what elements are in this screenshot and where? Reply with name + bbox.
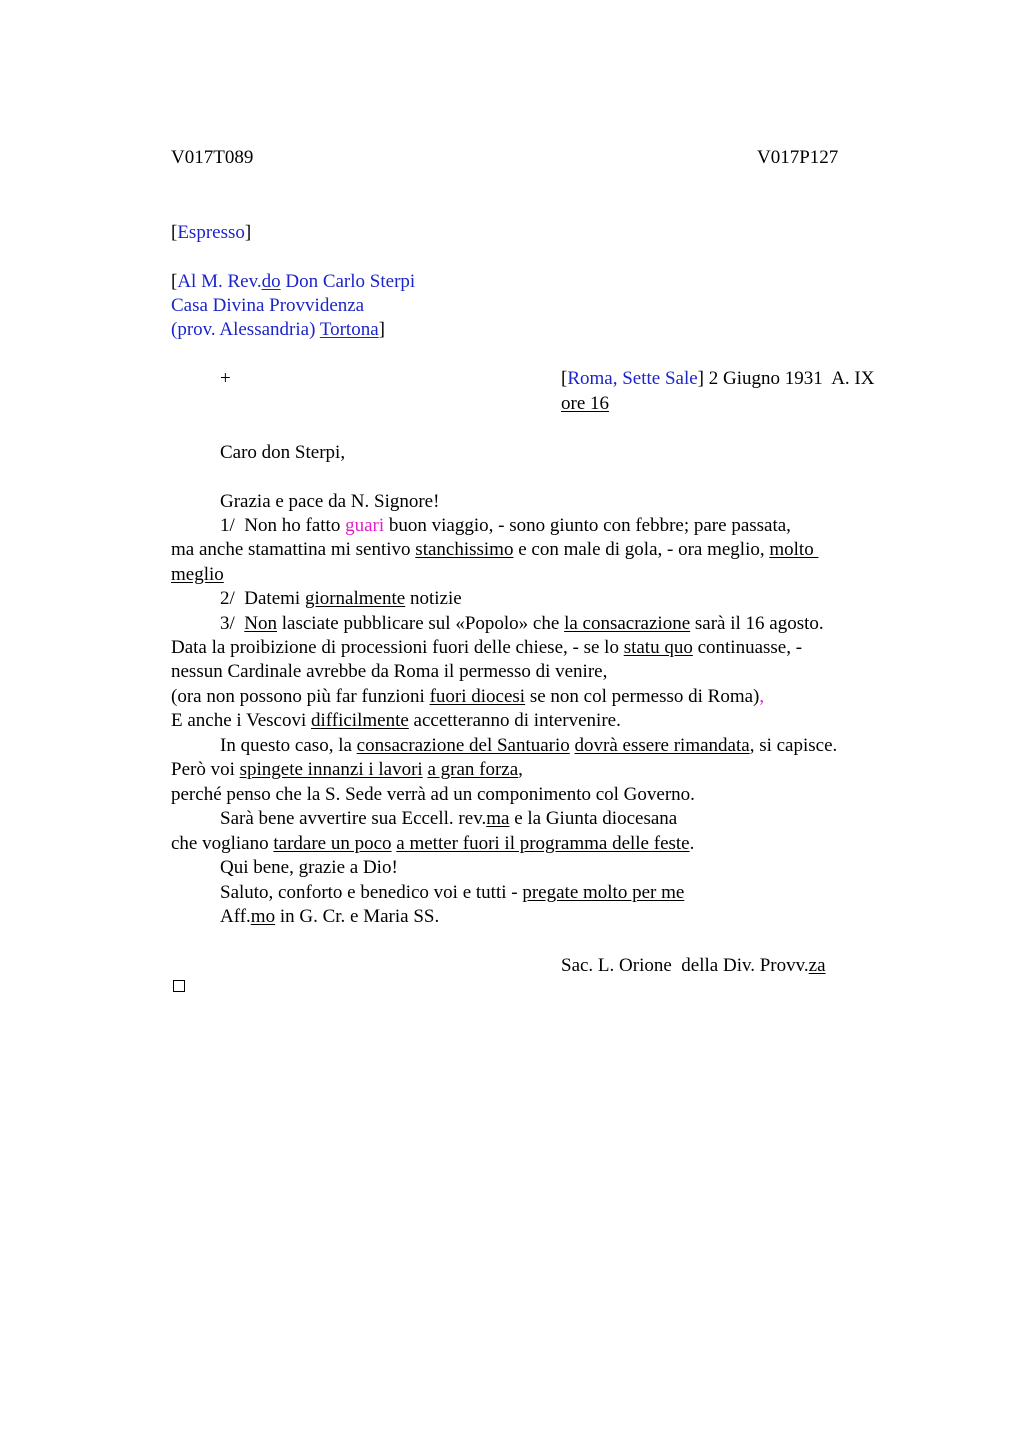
highlighted-word: guari	[345, 515, 385, 536]
text-run: Sarà bene avvertire sua Eccell. rev.	[220, 808, 487, 829]
espresso-line	[171, 221, 251, 245]
underlined-text: pregate molto per me	[522, 882, 685, 903]
text-run: Data la proibizione di processioni fuori delle chiese, - se lo	[171, 637, 624, 658]
text-run: E anche i Vescovi	[171, 710, 311, 731]
body-line	[171, 685, 764, 709]
text-run: Aff.	[220, 906, 251, 927]
dateline-time	[561, 392, 609, 416]
address-city: Tortona	[319, 319, 379, 340]
body-line: nessun Cardinale avrebbe da Roma il permesso di venire,	[171, 661, 608, 682]
bracket: ]	[244, 222, 252, 243]
closing-line	[220, 905, 439, 929]
signature-text: Sac. L. Orione della Div. Provv.	[561, 955, 809, 976]
text-run: (ora non possono più far funzioni	[171, 686, 430, 707]
underlined-text: a gran forza	[427, 759, 519, 780]
body-line	[220, 734, 837, 758]
body-line	[220, 807, 677, 831]
underlined-text: za	[808, 955, 826, 976]
underlined-text: Non	[244, 613, 278, 634]
body-line	[220, 514, 791, 538]
text-run: In questo caso, la	[220, 735, 357, 756]
underlined-text: difficilmente	[311, 710, 409, 731]
espresso-label: Espresso	[177, 222, 245, 243]
text-run: , si capisce.	[749, 735, 838, 756]
highlighted-comma: ,	[759, 686, 765, 707]
bracket: ]	[378, 319, 385, 340]
text-run: 3/	[220, 613, 245, 634]
text-run: sarà il 16 agosto.	[690, 613, 824, 634]
address-text: Al M. Rev.	[177, 271, 262, 292]
text-run: accetteranno di intervenire.	[408, 710, 621, 731]
text-run: che vogliano	[171, 833, 274, 854]
underlined-text: a metter fuori il programma delle feste	[396, 833, 690, 854]
signature	[561, 954, 826, 978]
text-run: continuasse, -	[692, 637, 803, 658]
body-line	[220, 881, 684, 905]
body-line	[220, 587, 462, 611]
underlined-text: fuori diocesi	[429, 686, 526, 707]
dateline	[561, 367, 874, 391]
underlined-text: giornalmente	[304, 588, 406, 609]
end-marker-square-icon	[173, 980, 185, 992]
text-run: e la Giunta diocesana	[509, 808, 678, 829]
address-text: Don Carlo Sterpi	[280, 271, 416, 292]
document-code-left: V017T089	[171, 147, 254, 168]
underlined-text: tardare un poco	[273, 833, 392, 854]
text-run: notizie	[405, 588, 462, 609]
underlined-text: dovrà essere rimandata	[574, 735, 750, 756]
underlined-text: stanchissimo	[415, 539, 514, 560]
text-run: ,	[518, 759, 523, 780]
underlined-text: statu quo	[623, 637, 693, 658]
body-line	[171, 538, 818, 562]
body-line	[171, 563, 224, 587]
underlined-text: spingete innanzi i lavori	[239, 759, 423, 780]
address-text: (prov. Alessandria)	[171, 319, 320, 340]
text-run: se non col permesso di Roma)	[525, 686, 760, 707]
body-line	[171, 832, 694, 856]
bracket: [	[171, 271, 178, 292]
body-line: perché penso che la S. Sede verrà ad un componimento col Governo.	[171, 784, 695, 805]
time-text: ore 16	[561, 393, 610, 414]
text-run: lasciate pubblicare sul «Popolo» che	[277, 613, 565, 634]
underlined-text: mo	[250, 906, 276, 927]
underlined-text: molto	[769, 539, 819, 560]
text-run: Però voi	[171, 759, 240, 780]
text-run: e con male di gola, - ora meglio,	[513, 539, 770, 560]
salutation: Caro don Sterpi,	[220, 442, 346, 463]
document-code-right: V017P127	[757, 147, 839, 168]
text-run: in G. Cr. e Maria SS.	[275, 906, 440, 927]
address-text-underlined: do	[261, 271, 281, 292]
body-line	[220, 612, 824, 636]
cross-symbol: +	[220, 368, 231, 389]
bracket: [	[171, 222, 178, 243]
text-run: 2/ Datemi	[220, 588, 305, 609]
text-run: .	[689, 833, 695, 854]
greeting-line: Grazia e pace da N. Signore!	[220, 491, 440, 512]
underlined-text: ma	[486, 808, 510, 829]
underlined-text: consacrazione del Santuario	[356, 735, 570, 756]
bracket: [	[561, 368, 568, 389]
underlined-text: meglio	[171, 564, 224, 585]
address-line-3	[171, 318, 385, 342]
body-line	[171, 636, 802, 660]
text-run: buon viaggio, - sono giunto con febbre; pare passata,	[384, 515, 791, 536]
underlined-text: la consacrazione	[564, 613, 691, 634]
text-run: 1/ Non ho fatto	[220, 515, 346, 536]
body-line	[171, 709, 621, 733]
text-run: ma anche stamattina mi sentivo	[171, 539, 416, 560]
body-line: Qui bene, grazie a Dio!	[220, 857, 398, 878]
dateline-date: ] 2 Giugno 1931 A. IX	[697, 368, 875, 389]
text-run: Saluto, conforto e benedico voi e tutti -	[220, 882, 523, 903]
body-line	[171, 758, 523, 782]
dateline-place: Roma, Sette Sale	[567, 368, 698, 389]
address-line-2: Casa Divina Provvidenza	[171, 295, 365, 316]
address-line-1	[171, 270, 415, 294]
